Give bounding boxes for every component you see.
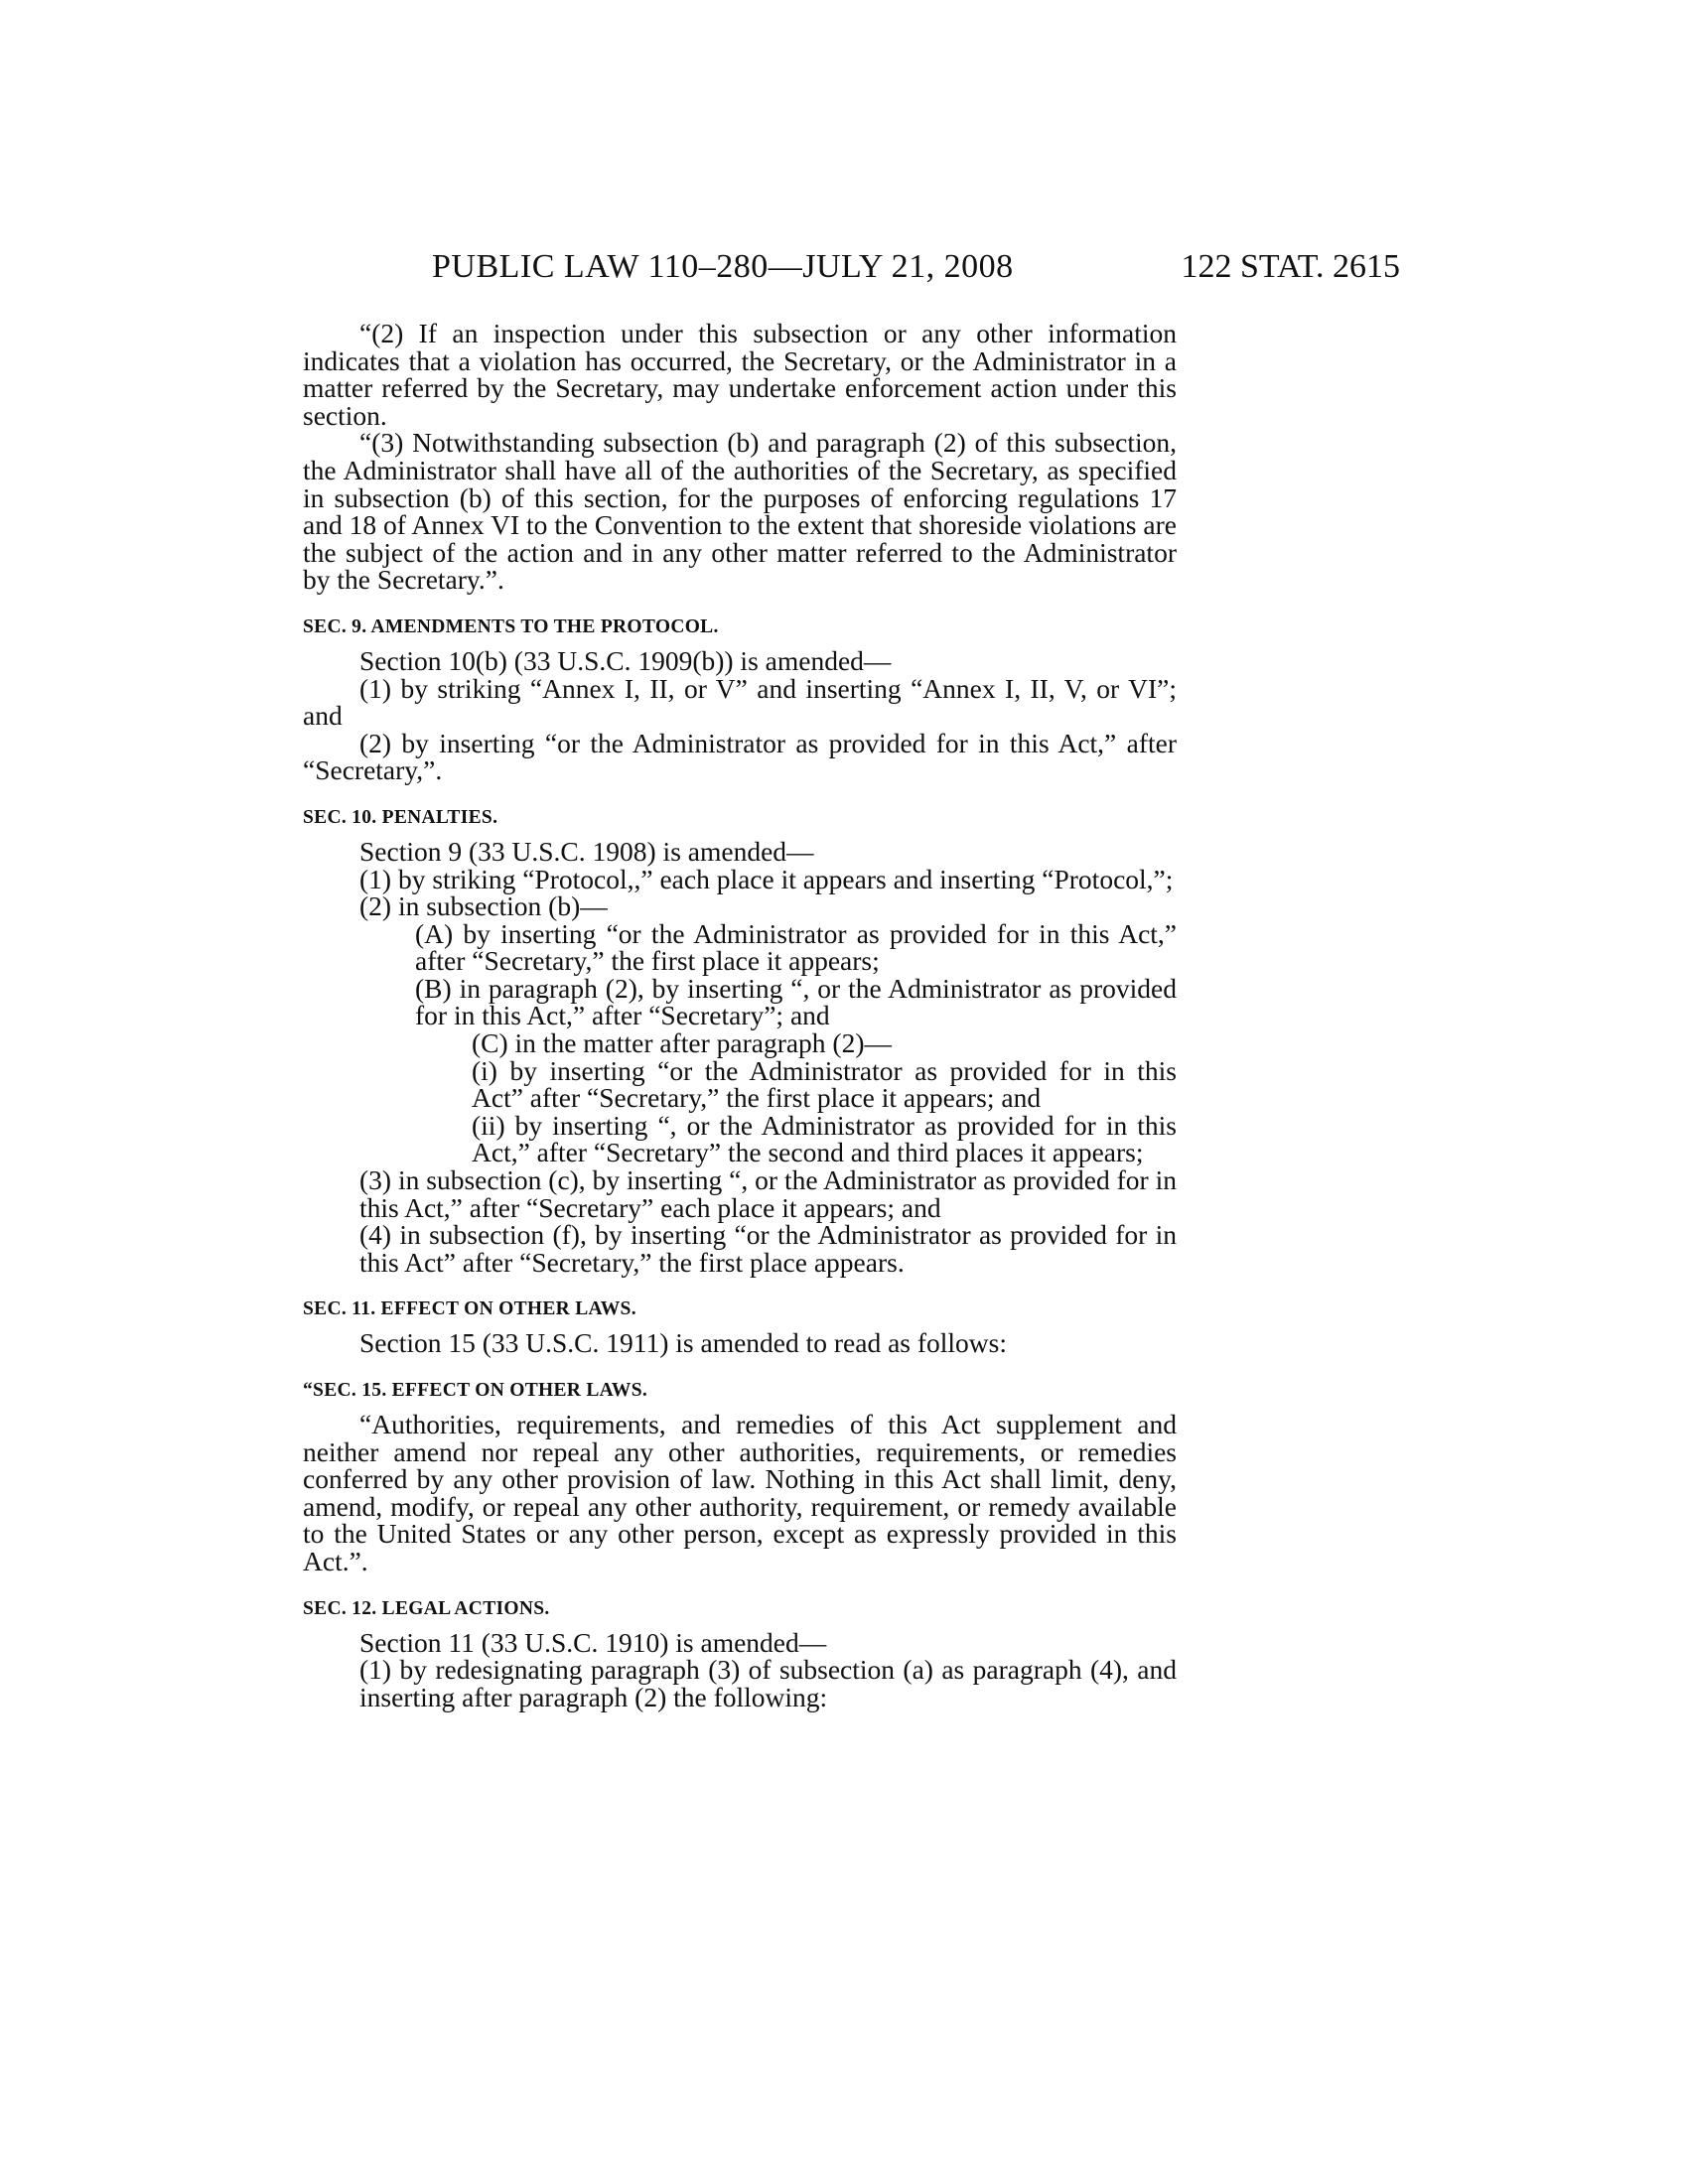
sec11-heading: SEC. 11. EFFECT ON OTHER LAWS.	[303, 1298, 636, 1320]
sec12-item-1: (1) by redesignating paragraph (3) of subsection (a) as paragraph (4), and inserting after paragraph (2) the following:	[359, 1654, 1177, 1712]
sec12-heading: SEC. 12. LEGAL ACTIONS.	[303, 1597, 550, 1619]
sec10-item-2b: (B) in paragraph (2), by inserting “, or the Administrator as provided for in this Act,” after “Secretary”; and	[415, 972, 1177, 1031]
sec11-intro: Section 15 (33 U.S.C. 1911) is amended to read as follows:	[359, 1327, 1008, 1359]
sec10-item-2c-ii: (ii) by inserting “, or the Administrator as provided for in this Act,” after “Secretary” the second and third places it appears;	[472, 1109, 1177, 1168]
sec10-item-3: (3) in subsection (c), by inserting “, or the Administrator as provided for in this Act,” after “Secretary” each place it appears; and	[359, 1164, 1177, 1223]
sec9-item-2: (2) by inserting “or the Administrator as provided for in this Act,” after “Secretary,”.	[303, 727, 1177, 786]
sec9-item-1: (1) by striking “Annex I, II, or V” and inserting “Annex I, II, V, or VI”; and	[303, 672, 1177, 732]
sec10-intro: Section 9 (33 U.S.C. 1908) is amended—	[359, 835, 814, 867]
document-body	[303, 320, 1177, 1710]
sec9-heading: SEC. 9. AMENDMENTS TO THE PROTOCOL.	[303, 615, 719, 637]
sec10-item-1: (1) by striking “Protocol,,” each place it appears and inserting “Protocol,”;	[359, 863, 1174, 894]
sec15-subheading: “SEC. 15. EFFECT ON OTHER LAWS.	[303, 1380, 648, 1401]
sec10-item-2a: (A) by inserting “or the Administrator as provided for in this Act,” after “Secretary,” the first place it appears;	[415, 917, 1177, 977]
paragraph-3: “(3) Notwithstanding subsection (b) and paragraph (2) of this subsection, the Administrator shall have all of the authorities of the Secretary, as specified in subsection (b) of this section, for the purposes of enforcing regulations 17 and 18 of Annex VI to the Convention to the extent that shoreside violations are the subject of the action and in any other matter referred to the Administrator by the Secretary.”.	[303, 427, 1177, 596]
page-number: 122 STAT. 2615	[1181, 248, 1400, 285]
sec15-text: “Authorities, requirements, and remedies of this Act supplement and neither amend nor repeal any other authorities, requirements, or remedies conferred by any other provision of law. Nothing in this Act shall limit, deny, amend, modify, or repeal any other authority, requirement, or remedy available to the United States or any other person, except as expressly provided in this Act.”.	[303, 1409, 1177, 1576]
sec10-item-2: (2) in subsection (b)—	[359, 890, 608, 922]
sec12-intro: Section 11 (33 U.S.C. 1910) is amended—	[359, 1626, 827, 1658]
running-header-title: PUBLIC LAW 110–280—JULY 21, 2008	[432, 248, 1014, 285]
sec9-intro: Section 10(b) (33 U.S.C. 1909(b)) is amended—	[359, 644, 892, 676]
sec10-item-2c-i: (i) by inserting “or the Administrator as provided for in this Act” after “Secretary,” the first place it appears; and	[472, 1054, 1177, 1114]
sec10-item-4: (4) in subsection (f), by inserting “or the Administrator as provided for in this Act” after “Secretary,” the first place appears.	[359, 1219, 1177, 1278]
sec10-heading: SEC. 10. PENALTIES.	[303, 806, 498, 828]
sec10-item-2c: (C) in the matter after paragraph (2)—	[472, 1027, 893, 1059]
paragraph-2: “(2) If an inspection under this subsection or any other information indicates that a violation has occurred, the Secretary, or the Administrator in a matter referred by the Secretary, may undertake enforcement action under this section.	[303, 318, 1177, 431]
